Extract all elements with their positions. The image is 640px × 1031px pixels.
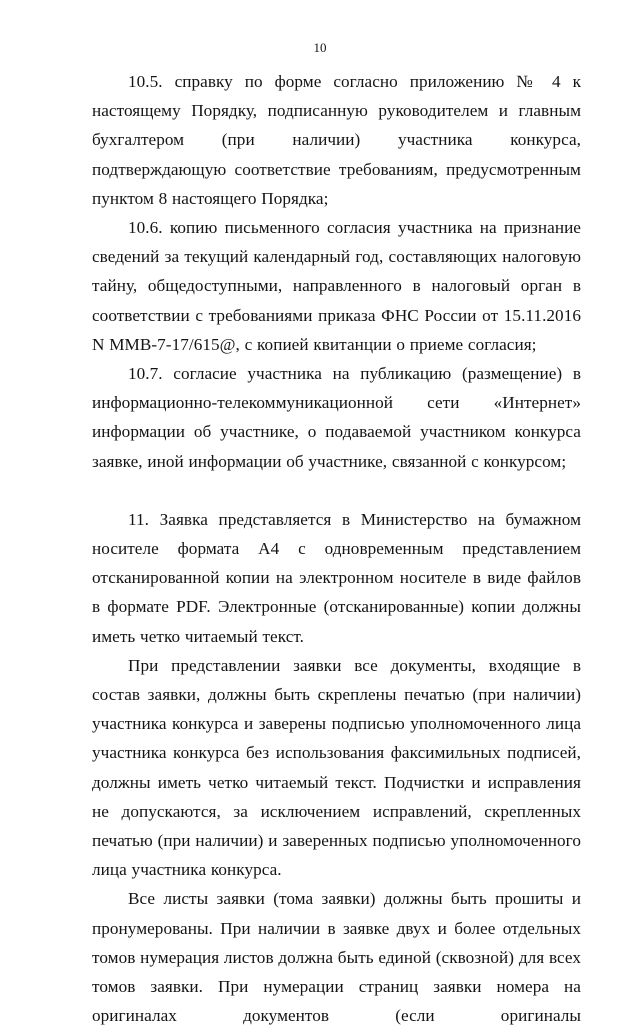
paragraph-11-sheets: Все листы заявки (тома заявки) должны быть прошиты и пронумерованы. При наличии в заявке двух и более отдельных томов нумерация листов должна быть единой (сквозной) для всех томов заявки. При нумерации страниц заявки номера на оригиналах документов (если оригиналы [92,889,581,1026]
document-body [92,67,581,1031]
paragraph-11-seal: При представлении заявки все документы, входящие в состав заявки, должны быть скреплены печатью (при наличии) участника конкурса и заверены подписью уполномоченного лица участника конкурса без использования факсимильных подписей, должны иметь четко читаемый текст. Подчистки и исправления не допускаются, за исключением исправлений, скрепленных печатью (при наличии) и заверенных подписью уполномоченного лица участника конкурса. [92,655,581,880]
paragraph-10-5: 10.5. справку по форме согласно приложению № 4 к настоящему Порядку, подписанную руководителем и главным бухгалтером (при наличии) участника конкурса, подтверждающую соответствие требованиям, предусмотренным пунктом 8 настоящего Порядка; [92,72,581,208]
page-number: 10 [313,40,327,55]
paragraph-10-7: 10.7. согласие участника на публикацию (размещение) в информационно-телекоммуникационной сети «Интернет» информации об участнике, о подаваемой участником конкурса заявке, иной информации об участнике, связанной с конкурсом; [92,364,581,471]
paragraph-10-6: 10.6. копию письменного согласия участника на признание сведений за текущий календарный год, составляющих налоговую тайну, общедоступными, направленного в налоговый орган в соответствии с требованиями приказа ФНС России от 15.11.2016 N ММВ-7-17/615@, с копией квитанции о приеме согласия; [92,218,581,354]
section-spacer [92,476,581,505]
paragraph-11: 11. Заявка представляется в Министерство на бумажном носителе формата А4 с одновременным представлением отсканированной копии на электронном носителе в виде файлов в формате PDF. Электронные (отсканированные) копии должны иметь четко читаемый текст. [92,509,581,646]
